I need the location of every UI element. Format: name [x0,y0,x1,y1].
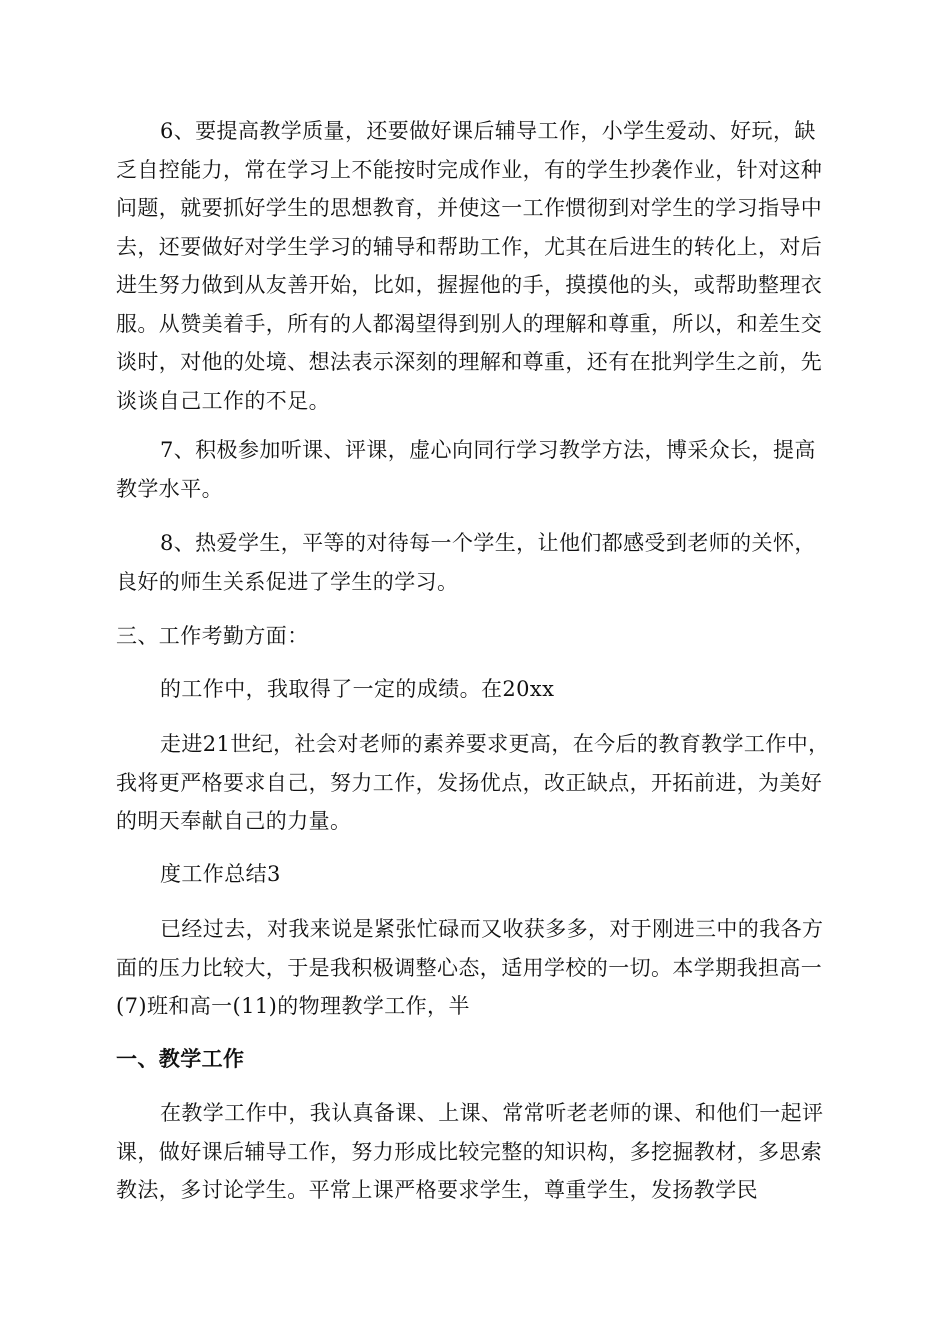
paragraph-intro: 已经过去，对我来说是紧张忙碌而又收获多多，对于刚进三中的我各方面的压力比较大，于是我积极调整心态，适用学校的一切。本学期我担高一(7)班和高一(11)的物理教学工作，半 [116,917,824,1018]
paragraph-item-8: 8、热爱学生，平等的对待每一个学生，让他们都感受到老师的关怀，良好的师生关系促进了学生的学习。 [116,531,816,594]
paragraph-achievement: 的工作中，我取得了一定的成绩。在20xx [160,677,555,701]
section-heading-teaching: 一、教学工作 [116,1047,245,1071]
summary-title: 度工作总结3 [160,862,281,886]
paragraph-item-6: 6、要提高教学质量，还要做好课后辅导工作，小学生爱动、好玩，缺乏自控能力，常在学习上不能按时完成作业，有的学生抄袭作业，针对这种问题，就要抓好学生的思想教育，并使这一工作惯彻到对学生的学习指导中去，还要做好对学生学习的辅导和帮助工作，尤其在后进生的转化上，对后进生努力做到从友善开始，比如，握握他的手，摸摸他的头，或帮助整理衣服。从赞美着手，所有的人都渴望得到别人的理解和尊重，所以，和差生交谈时，对他的处境、想法表示深刻的理解和尊重，还有在批判学生之前，先谈谈自己工作的不足。 [116,119,823,413]
section-heading-attendance: 三、工作考勤方面： [116,624,309,648]
paragraph-item-7: 7、积极参加听课、评课，虚心向同行学习教学方法，博采众长，提高教学水平。 [116,438,816,501]
paragraph-teaching: 在教学工作中，我认真备课、上课、常常听老老师的课、和他们一起评课，做好课后辅导工作，努力形成比较完整的知识构，多挖掘教材，多思索教法，多讨论学生。平常上课严格要求学生，尊重学生，发扬教学民 [116,1101,824,1202]
paragraph-future: 走进21世纪，社会对老师的素养要求更高，在今后的教育教学工作中，我将更严格要求自己，努力工作，发扬优点，改正缺点，开拓前进，为美好的明天奉献自己的力量。 [116,732,830,833]
